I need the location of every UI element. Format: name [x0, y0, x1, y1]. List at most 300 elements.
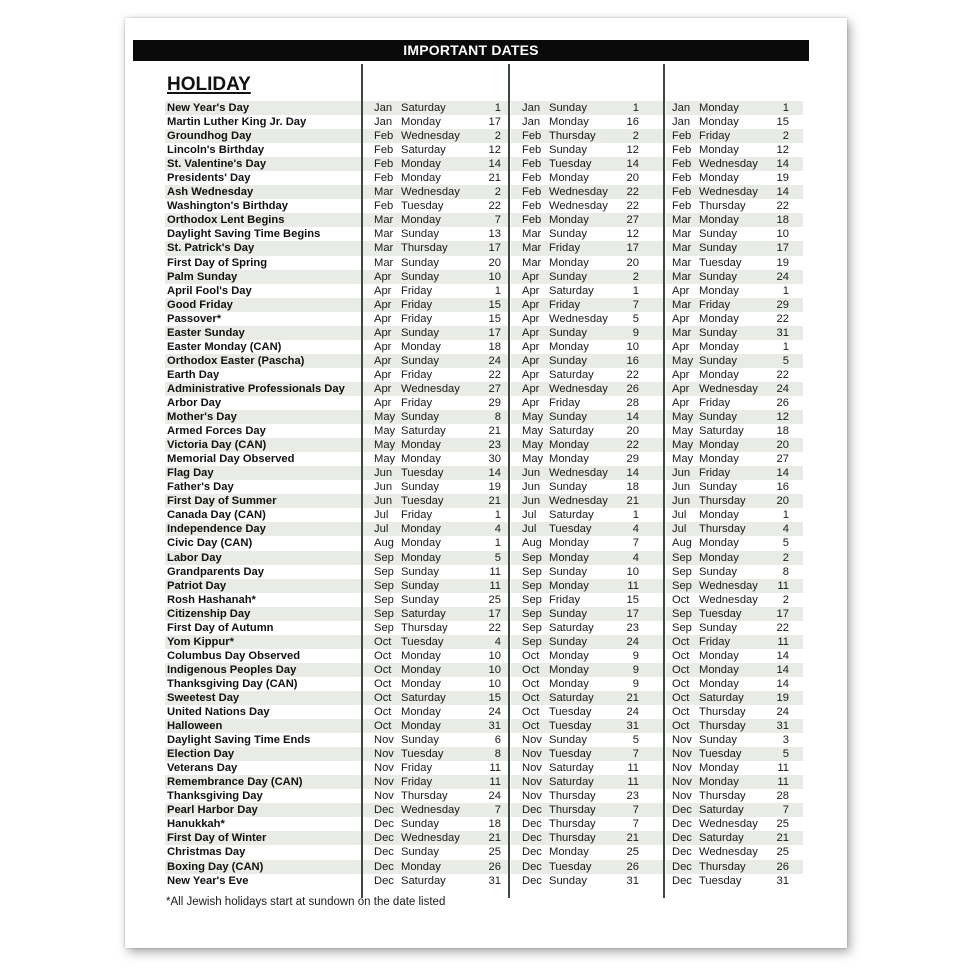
holiday-name: Flag Day: [167, 467, 214, 480]
holiday-name: Labor Day: [167, 551, 222, 564]
date-month: May: [374, 439, 396, 452]
date-weekday: Thursday: [401, 621, 448, 634]
holiday-name: Ash Wednesday: [167, 186, 254, 199]
date-month: Oct: [672, 677, 690, 690]
date-month: Feb: [672, 172, 692, 185]
holiday-name: Easter Monday (CAN): [167, 340, 282, 353]
date-month: Mar: [374, 242, 394, 255]
date-weekday: Friday: [549, 593, 581, 606]
date-day-number: 11: [627, 776, 639, 789]
holiday-column-heading: HOLIDAY: [167, 74, 251, 95]
date-weekday: Wednesday: [549, 200, 608, 213]
date-month: Nov: [522, 762, 542, 775]
date-day-number: 31: [776, 874, 789, 887]
date-day-number: 17: [776, 242, 789, 255]
date-weekday: Sunday: [401, 228, 439, 241]
date-month: Nov: [374, 748, 394, 761]
date-day-number: 19: [488, 481, 501, 494]
table-row: [0, 452, 970, 466]
holiday-name: Daylight Saving Time Ends: [167, 734, 311, 747]
date-month: Aug: [374, 537, 394, 550]
date-weekday: Sunday: [401, 270, 439, 283]
date-weekday: Monday: [401, 860, 441, 873]
date-month: Sep: [374, 607, 394, 620]
date-day-number: 11: [627, 762, 639, 775]
table-row: [0, 874, 970, 888]
date-month: Oct: [522, 677, 540, 690]
date-day-number: 15: [488, 312, 501, 325]
date-month: Oct: [522, 649, 540, 662]
date-day-number: 14: [776, 677, 789, 690]
date-weekday: Wednesday: [699, 818, 758, 831]
date-day-number: 31: [626, 720, 639, 733]
date-day-number: 1: [782, 102, 789, 114]
date-weekday: Sunday: [699, 565, 737, 578]
date-weekday: Thursday: [401, 242, 448, 255]
date-weekday: Friday: [401, 312, 433, 325]
holiday-table: [0, 101, 970, 888]
date-day-number: 14: [776, 649, 789, 662]
date-weekday: Monday: [549, 214, 589, 227]
date-weekday: Friday: [401, 284, 433, 297]
holiday-name: Independence Day: [167, 523, 266, 536]
date-day-number: 23: [626, 621, 639, 634]
date-month: Mar: [374, 214, 394, 227]
date-weekday: Wednesday: [549, 312, 608, 325]
holiday-name: Daylight Saving Time Begins: [167, 228, 321, 241]
holiday-name: Patriot Day: [167, 579, 227, 592]
holiday-name: Thanksgiving Day (CAN): [167, 677, 298, 690]
date-day-number: 25: [776, 846, 789, 859]
date-month: Oct: [672, 691, 690, 704]
date-day-number: 18: [488, 340, 501, 353]
date-month: Apr: [522, 298, 540, 311]
date-month: Oct: [672, 649, 690, 662]
date-day-number: 28: [776, 790, 789, 803]
date-weekday: Monday: [699, 102, 739, 114]
date-day-number: 9: [632, 326, 639, 339]
date-month: Mar: [672, 326, 692, 339]
date-day-number: 23: [626, 790, 639, 803]
date-month: Sep: [522, 565, 542, 578]
date-weekday: Sunday: [549, 326, 587, 339]
date-weekday: Monday: [549, 453, 589, 466]
table-row: [0, 382, 970, 396]
date-day-number: 9: [632, 649, 639, 662]
date-day-number: 9: [632, 677, 639, 690]
holiday-name: First Day of Autumn: [167, 621, 274, 634]
holiday-name: St. Valentine's Day: [167, 158, 267, 171]
date-weekday: Sunday: [401, 326, 439, 339]
table-row: [0, 691, 970, 705]
date-day-number: 1: [494, 102, 501, 114]
date-month: Jun: [672, 481, 691, 494]
date-day-number: 14: [488, 158, 501, 171]
date-weekday: Monday: [549, 439, 589, 452]
date-day-number: 17: [488, 326, 501, 339]
date-day-number: 21: [626, 495, 639, 508]
date-weekday: Thursday: [699, 790, 746, 803]
date-day-number: 10: [488, 677, 501, 690]
holiday-name: Halloween: [167, 720, 223, 733]
date-day-number: 31: [488, 720, 501, 733]
date-weekday: Monday: [401, 172, 441, 185]
holiday-name: Arbor Day: [167, 396, 222, 409]
date-month: Apr: [522, 326, 540, 339]
date-month: Apr: [672, 312, 690, 325]
date-month: Jan: [374, 102, 393, 114]
date-weekday: Tuesday: [699, 607, 742, 620]
table-row: [0, 129, 970, 143]
table-row: [0, 326, 970, 340]
date-day-number: 1: [782, 284, 789, 297]
date-weekday: Saturday: [549, 762, 594, 775]
date-weekday: Monday: [401, 537, 441, 550]
date-month: Mar: [522, 242, 542, 255]
table-row: [0, 635, 970, 649]
date-month: Apr: [672, 396, 690, 409]
date-weekday: Thursday: [699, 706, 746, 719]
date-day-number: 25: [776, 818, 789, 831]
date-weekday: Monday: [699, 284, 739, 297]
date-day-number: 10: [626, 565, 639, 578]
table-row: [0, 424, 970, 438]
date-day-number: 29: [626, 453, 639, 466]
date-day-number: 18: [776, 425, 789, 438]
table-row: [0, 270, 970, 284]
date-weekday: Sunday: [549, 607, 587, 620]
date-month: Feb: [522, 172, 542, 185]
date-day-number: 12: [776, 411, 789, 424]
date-weekday: Monday: [699, 762, 739, 775]
date-weekday: Sunday: [401, 411, 439, 424]
table-row: [0, 831, 970, 845]
date-month: Feb: [374, 158, 394, 171]
date-month: Apr: [522, 312, 540, 325]
holiday-name: Passover*: [167, 312, 222, 325]
date-month: Dec: [374, 804, 394, 817]
date-month: Feb: [374, 130, 394, 143]
date-day-number: 21: [488, 425, 501, 438]
date-month: Jul: [374, 523, 389, 536]
date-weekday: Saturday: [699, 425, 744, 438]
table-row: [0, 733, 970, 747]
table-row: [0, 480, 970, 494]
date-day-number: 15: [488, 691, 501, 704]
holiday-name: New Year's Day: [167, 102, 250, 114]
date-month: Dec: [522, 832, 542, 845]
holiday-name: Armed Forces Day: [167, 425, 266, 438]
date-month: Apr: [374, 312, 392, 325]
date-weekday: Sunday: [401, 593, 439, 606]
date-month: Apr: [374, 382, 392, 395]
date-day-number: 29: [776, 298, 789, 311]
date-month: Feb: [672, 144, 692, 157]
date-day-number: 10: [626, 340, 639, 353]
table-row: [0, 340, 970, 354]
date-month: Jul: [522, 509, 537, 522]
table-row: [0, 241, 970, 255]
date-weekday: Sunday: [401, 481, 439, 494]
date-day-number: 22: [626, 186, 639, 199]
date-weekday: Wednesday: [401, 832, 460, 845]
table-row: [0, 143, 970, 157]
date-month: Jun: [522, 495, 541, 508]
date-month: Apr: [522, 382, 540, 395]
date-day-number: 7: [494, 804, 501, 817]
date-weekday: Sunday: [401, 256, 439, 269]
date-month: Apr: [374, 270, 392, 283]
date-month: Nov: [672, 762, 692, 775]
date-weekday: Monday: [699, 663, 739, 676]
date-month: Apr: [672, 340, 690, 353]
date-weekday: Sunday: [549, 102, 587, 114]
table-row: [0, 551, 970, 565]
date-weekday: Wednesday: [549, 382, 608, 395]
date-day-number: 21: [776, 832, 789, 845]
date-weekday: Sunday: [549, 270, 587, 283]
date-month: Jan: [672, 116, 691, 129]
date-month: May: [522, 425, 544, 438]
date-day-number: 24: [776, 382, 789, 395]
holiday-name: Martin Luther King Jr. Day: [167, 116, 307, 129]
date-day-number: 21: [626, 832, 639, 845]
date-month: Nov: [522, 776, 542, 789]
date-day-number: 17: [488, 607, 501, 620]
table-row: [0, 860, 970, 874]
date-weekday: Sunday: [699, 354, 737, 367]
date-day-number: 20: [626, 256, 639, 269]
date-day-number: 15: [626, 593, 639, 606]
date-day-number: 1: [494, 284, 501, 297]
date-day-number: 2: [782, 130, 789, 143]
date-weekday: Friday: [699, 635, 731, 648]
date-month: Dec: [522, 860, 542, 873]
date-day-number: 11: [627, 579, 639, 592]
date-day-number: 2: [494, 130, 501, 143]
date-day-number: 22: [488, 200, 501, 213]
date-weekday: Wednesday: [699, 186, 758, 199]
date-day-number: 16: [776, 481, 789, 494]
date-day-number: 15: [776, 116, 789, 129]
holiday-name: Citizenship Day: [167, 607, 251, 620]
date-month: May: [522, 411, 544, 424]
date-month: Feb: [374, 172, 394, 185]
date-month: Sep: [522, 635, 542, 648]
date-month: Sep: [672, 551, 692, 564]
date-day-number: 20: [626, 425, 639, 438]
table-row: [0, 466, 970, 480]
date-day-number: 11: [489, 776, 501, 789]
date-month: Feb: [522, 158, 542, 171]
date-weekday: Wednesday: [699, 579, 758, 592]
date-day-number: 21: [488, 495, 501, 508]
date-month: Sep: [522, 593, 542, 606]
date-weekday: Saturday: [401, 607, 446, 620]
date-day-number: 14: [776, 158, 789, 171]
date-weekday: Sunday: [549, 565, 587, 578]
date-weekday: Monday: [401, 214, 441, 227]
date-day-number: 2: [494, 186, 501, 199]
date-month: Apr: [672, 368, 690, 381]
table-row: [0, 298, 970, 312]
date-weekday: Monday: [699, 214, 739, 227]
date-day-number: 5: [632, 312, 639, 325]
date-weekday: Tuesday: [699, 256, 742, 269]
date-month: Dec: [374, 832, 394, 845]
date-day-number: 11: [489, 579, 501, 592]
date-month: Dec: [374, 846, 394, 859]
date-weekday: Saturday: [401, 691, 446, 704]
date-month: Nov: [374, 734, 394, 747]
date-weekday: Tuesday: [401, 467, 444, 480]
date-month: Feb: [522, 186, 542, 199]
date-day-number: 31: [776, 326, 789, 339]
date-day-number: 24: [776, 270, 789, 283]
date-day-number: 21: [488, 832, 501, 845]
date-day-number: 1: [632, 102, 639, 114]
date-weekday: Saturday: [401, 874, 446, 887]
date-weekday: Monday: [549, 649, 589, 662]
date-day-number: 21: [488, 172, 501, 185]
table-row: [0, 607, 970, 621]
date-day-number: 16: [626, 354, 639, 367]
date-weekday: Monday: [549, 340, 589, 353]
holiday-name: Groundhog Day: [167, 130, 252, 143]
date-day-number: 22: [488, 621, 501, 634]
date-weekday: Thursday: [699, 523, 746, 536]
date-month: Sep: [522, 551, 542, 564]
date-day-number: 1: [494, 537, 501, 550]
date-day-number: 5: [494, 551, 501, 564]
date-weekday: Friday: [699, 298, 731, 311]
date-month: Apr: [672, 284, 690, 297]
date-day-number: 11: [489, 762, 501, 775]
date-day-number: 24: [776, 706, 789, 719]
date-day-number: 22: [776, 621, 789, 634]
date-weekday: Sunday: [549, 411, 587, 424]
date-weekday: Sunday: [549, 734, 587, 747]
date-weekday: Monday: [549, 677, 589, 690]
date-day-number: 22: [626, 439, 639, 452]
date-weekday: Monday: [401, 116, 441, 129]
date-month: Dec: [672, 804, 692, 817]
date-month: May: [672, 439, 694, 452]
date-month: Feb: [672, 200, 692, 213]
date-weekday: Tuesday: [401, 200, 444, 213]
date-day-number: 14: [626, 158, 639, 171]
date-day-number: 22: [626, 200, 639, 213]
date-weekday: Monday: [699, 453, 739, 466]
table-row: [0, 213, 970, 227]
table-row: [0, 199, 970, 213]
date-weekday: Wednesday: [401, 186, 460, 199]
date-day-number: 28: [626, 396, 639, 409]
date-day-number: 4: [782, 523, 789, 536]
date-day-number: 25: [488, 593, 501, 606]
date-day-number: 31: [776, 720, 789, 733]
date-day-number: 25: [626, 846, 639, 859]
date-month: Feb: [522, 144, 542, 157]
date-weekday: Thursday: [549, 130, 596, 143]
date-month: May: [374, 425, 396, 438]
date-day-number: 6: [494, 734, 501, 747]
date-month: Sep: [374, 565, 394, 578]
date-month: Mar: [672, 256, 692, 269]
date-month: Oct: [672, 663, 690, 676]
date-weekday: Saturday: [699, 691, 744, 704]
date-weekday: Monday: [401, 158, 441, 171]
date-month: Nov: [522, 748, 542, 761]
date-day-number: 14: [776, 467, 789, 480]
date-month: Dec: [672, 860, 692, 873]
date-weekday: Friday: [401, 509, 433, 522]
date-day-number: 30: [488, 453, 501, 466]
table-row: [0, 719, 970, 733]
holiday-name: Victoria Day (CAN): [167, 439, 267, 452]
date-day-number: 5: [782, 354, 789, 367]
date-day-number: 27: [488, 382, 501, 395]
date-day-number: 10: [488, 649, 501, 662]
holiday-name: Memorial Day Observed: [167, 453, 295, 466]
date-weekday: Friday: [401, 368, 433, 381]
date-weekday: Saturday: [549, 284, 594, 297]
date-month: Oct: [374, 635, 392, 648]
date-weekday: Wednesday: [401, 382, 460, 395]
date-weekday: Monday: [699, 509, 739, 522]
holiday-name: Boxing Day (CAN): [167, 860, 264, 873]
date-day-number: 11: [777, 776, 789, 789]
date-month: Sep: [672, 607, 692, 620]
date-weekday: Monday: [699, 340, 739, 353]
table-row: [0, 494, 970, 508]
date-month: Jun: [672, 495, 691, 508]
date-weekday: Monday: [401, 706, 441, 719]
date-day-number: 22: [626, 368, 639, 381]
date-month: Aug: [672, 537, 692, 550]
table-row: [0, 649, 970, 663]
date-day-number: 24: [626, 635, 639, 648]
date-month: Feb: [522, 130, 542, 143]
holiday-name: First Day of Winter: [167, 832, 267, 845]
date-weekday: Monday: [549, 256, 589, 269]
date-day-number: 17: [488, 242, 501, 255]
date-weekday: Wednesday: [699, 382, 758, 395]
date-day-number: 2: [632, 130, 639, 143]
date-weekday: Monday: [401, 720, 441, 733]
holiday-name: New Year's Eve: [167, 874, 249, 887]
holiday-name: Columbus Day Observed: [167, 649, 301, 662]
date-weekday: Wednesday: [401, 804, 460, 817]
holiday-name: First Day of Spring: [167, 256, 268, 269]
date-day-number: 17: [776, 607, 789, 620]
date-weekday: Monday: [699, 172, 739, 185]
date-weekday: Tuesday: [549, 158, 592, 171]
date-weekday: Thursday: [699, 720, 746, 733]
table-row: [0, 663, 970, 677]
date-weekday: Sunday: [401, 846, 439, 859]
date-month: Dec: [672, 818, 692, 831]
date-weekday: Wednesday: [549, 467, 608, 480]
date-month: Feb: [522, 214, 542, 227]
date-month: Dec: [672, 874, 692, 887]
date-weekday: Saturday: [401, 425, 446, 438]
date-weekday: Sunday: [699, 228, 737, 241]
date-day-number: 20: [776, 495, 789, 508]
date-day-number: 26: [776, 396, 789, 409]
holiday-name: Canada Day (CAN): [167, 509, 266, 522]
date-month: Mar: [672, 214, 692, 227]
